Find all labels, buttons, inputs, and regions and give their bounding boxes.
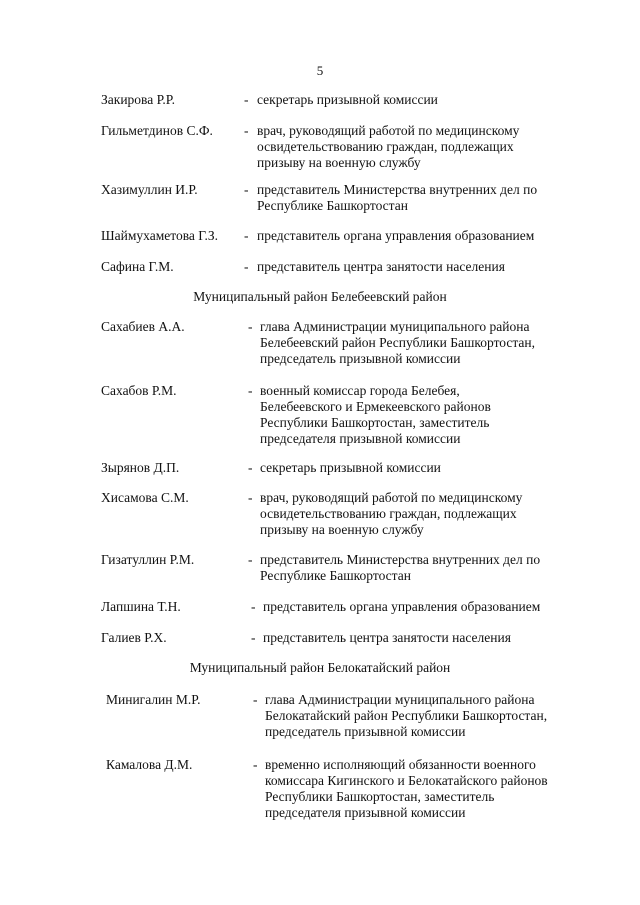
role-line: председатель призывной комиссии xyxy=(265,724,466,739)
member-role xyxy=(257,259,587,275)
role-line: секретарь призывной комиссии xyxy=(260,460,441,475)
member-name: Галиев Р.Х. xyxy=(101,630,167,645)
role-line: Республике Башкортостан xyxy=(260,568,411,583)
role-line: врач, руководящий работой по медицинскому xyxy=(260,490,523,505)
role-line: Белокатайский район Республики Башкортостан, xyxy=(265,708,548,723)
role-line: представитель органа управления образованием xyxy=(263,599,541,614)
member-role xyxy=(260,552,590,584)
member-dash: - xyxy=(253,692,258,707)
role-line: представитель Министерства внутренних дел по xyxy=(257,182,538,197)
member-dash: - xyxy=(248,552,253,567)
role-line: представитель Министерства внутренних дел по xyxy=(260,552,541,567)
member-name: Шаймухаметова Г.З. xyxy=(101,228,219,243)
member-dash: - xyxy=(244,228,249,243)
member-role xyxy=(257,92,587,108)
member-role xyxy=(257,182,587,214)
member-name: Минигалин М.Р. xyxy=(106,692,201,707)
member-role xyxy=(260,383,590,447)
page-number: 5 xyxy=(316,63,324,78)
role-line: глава Администрации муниципального района xyxy=(260,319,530,334)
member-name: Сахабиев А.А. xyxy=(101,319,185,334)
role-line: Белебеевского и Ермекеевского районов xyxy=(260,399,491,414)
role-line: освидетельствованию граждан, подлежащих xyxy=(260,506,517,521)
member-dash: - xyxy=(248,319,253,334)
member-role xyxy=(263,630,593,646)
member-name: Гильметдинов С.Ф. xyxy=(101,123,213,138)
role-line: представитель центра занятости населения xyxy=(263,630,511,645)
role-line: председателя призывной комиссии xyxy=(260,431,461,446)
member-role xyxy=(260,319,590,367)
member-name: Лапшина Т.Н. xyxy=(101,599,181,614)
member-role xyxy=(265,757,595,821)
member-dash: - xyxy=(251,630,256,645)
member-name: Сахабов Р.М. xyxy=(101,383,177,398)
role-line: председатель призывной комиссии xyxy=(260,351,461,366)
member-dash: - xyxy=(244,182,249,197)
member-dash: - xyxy=(244,259,249,274)
role-line: Республики Башкортостан, заместитель xyxy=(265,789,495,804)
member-dash: - xyxy=(244,123,249,138)
member-role xyxy=(257,123,587,171)
member-name: Гизатуллин Р.М. xyxy=(101,552,195,567)
member-name: Камалова Д.М. xyxy=(106,757,193,772)
member-name: Хисамова С.М. xyxy=(101,490,189,505)
member-name: Зырянов Д.П. xyxy=(101,460,180,475)
role-line: призыву на военную службу xyxy=(257,155,421,170)
role-line: военный комиссар города Белебея, xyxy=(260,383,460,398)
section-heading: Муниципальный район Белокатайский район xyxy=(189,660,451,675)
role-line: врач, руководящий работой по медицинскому xyxy=(257,123,520,138)
role-line: Республике Башкортостан xyxy=(257,198,408,213)
member-dash: - xyxy=(251,599,256,614)
member-dash: - xyxy=(253,757,258,772)
member-name: Хазимуллин И.Р. xyxy=(101,182,198,197)
role-line: освидетельствованию граждан, подлежащих xyxy=(257,139,514,154)
member-dash: - xyxy=(244,92,249,107)
member-role xyxy=(257,228,587,244)
section-heading: Муниципальный район Белебеевский район xyxy=(193,289,447,304)
role-line: призыву на военную службу xyxy=(260,522,424,537)
member-dash: - xyxy=(248,460,253,475)
member-dash: - xyxy=(248,383,253,398)
role-line: секретарь призывной комиссии xyxy=(257,92,438,107)
role-line: комиссара Кигинского и Белокатайского районов xyxy=(265,773,548,788)
role-line: Белебеевский район Республики Башкортостан, xyxy=(260,335,536,350)
member-role xyxy=(260,490,590,538)
member-role xyxy=(265,692,595,740)
role-line: глава Администрации муниципального района xyxy=(265,692,535,707)
role-line: представитель органа управления образованием xyxy=(257,228,535,243)
member-dash: - xyxy=(248,490,253,505)
role-line: временно исполняющий обязанности военного xyxy=(265,757,536,772)
member-role xyxy=(260,460,590,476)
member-name: Сафина Г.М. xyxy=(101,259,174,274)
role-line: представитель центра занятости населения xyxy=(257,259,505,274)
member-role xyxy=(263,599,593,615)
role-line: Республики Башкортостан, заместитель xyxy=(260,415,490,430)
member-name: Закирова Р.Р. xyxy=(101,92,175,107)
role-line: председателя призывной комиссии xyxy=(265,805,466,820)
